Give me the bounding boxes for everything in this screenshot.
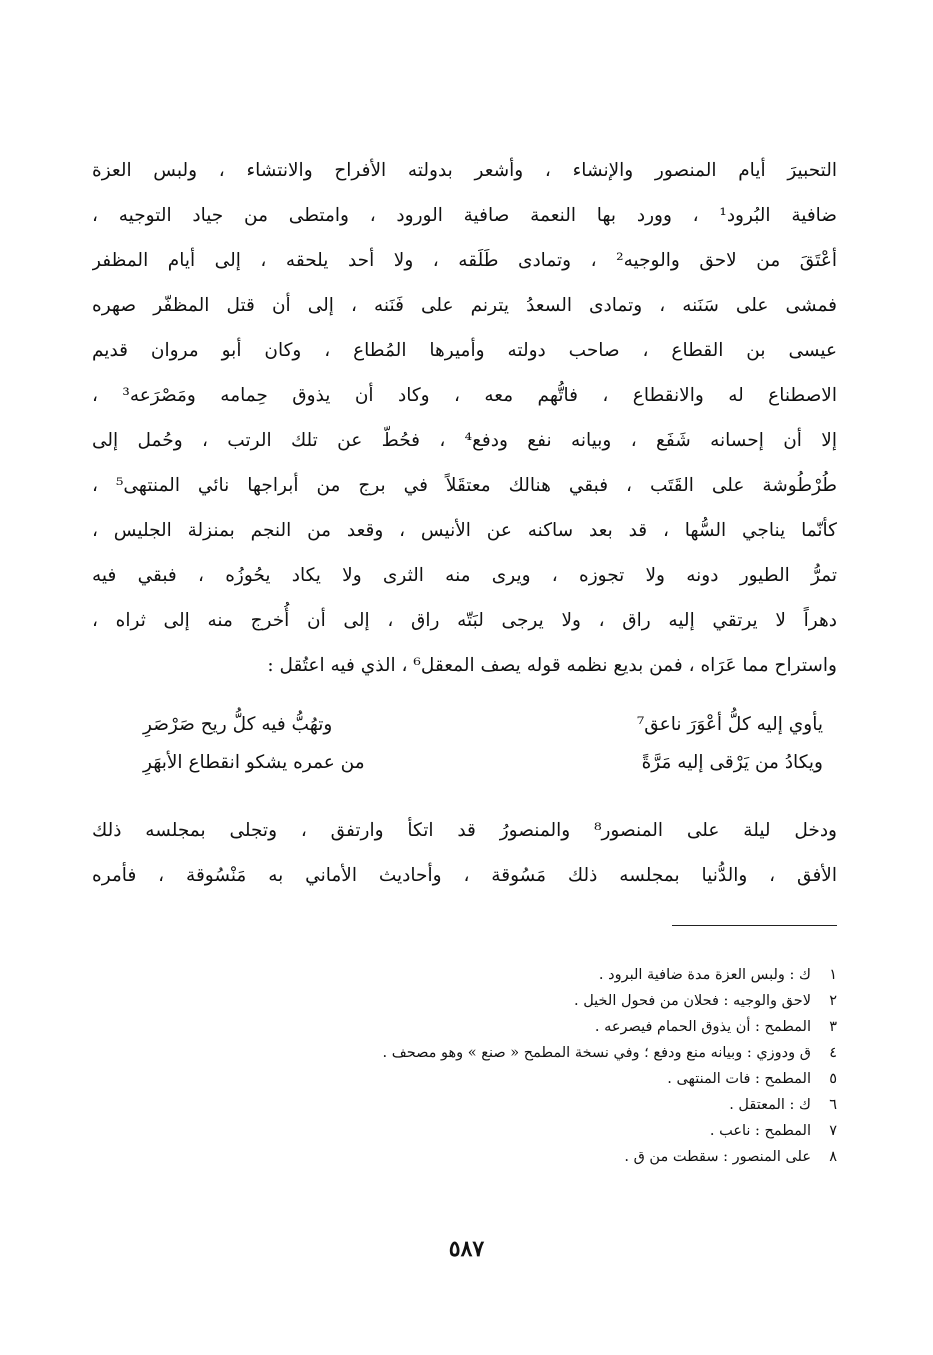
text-line: واستراح مما عَرَاه ، فمن بديع نظمه قوله يصف المعقل⁶ ، الذي فيه اعتُقل :	[267, 655, 837, 676]
footnote	[92, 1040, 837, 1066]
footnote-number: ٧	[829, 1123, 837, 1139]
footnote-text: ك : المعتقل .	[729, 1097, 811, 1113]
page-number: ٥٨٧	[448, 1236, 485, 1262]
footnote	[92, 1066, 837, 1092]
text-line: الأفق ، والدُّنيا بمجلسه ذلك مَسُوقة ، وأحاديث الأماني به مَنْسُوقة ، فأمره	[92, 865, 837, 886]
text-line: دهراً لا يرتقي إليه راق ، ولا يرجى لبَتّه راق ، إلى أن أُخرج منه إلى ثراه ،	[92, 610, 837, 631]
text-line: التحبيرَ أيام المنصور والإنشاء ، وأشعر بدولته الأفراح والانتشاء ، ولبس العزة	[92, 160, 837, 181]
verse-first-hemistich: ويكادُ من يَرْقى إليه مَرَّةً	[641, 752, 823, 773]
main-text-block	[92, 148, 837, 688]
text-line: أعْتَقَ من لاحق والوجيه² ، وتمادى طَلَقه ، ولا أحد يلحقه ، إلى أيام المظفر	[92, 250, 837, 271]
footnote-text: ك : ولبس العزة مدة ضافية البرود .	[598, 967, 811, 983]
text-line: عيسى بن القطاع ، صاحب دولته وأميرها المُطاع ، وكان أبو مروان قديم	[92, 340, 837, 361]
text-line: ودخل ليلة على المنصور⁸ والمنصورُ قد اتكأ وارتفق ، وتجلى بمجلسه ذلك	[92, 820, 837, 841]
footnote-text: لاحق والوجيه : فحلان من فحول الخيل .	[573, 993, 811, 1009]
footnote-number: ٣	[829, 1019, 837, 1035]
footnote	[92, 1092, 837, 1118]
text-line: فمشى على سَنَنه ، وتمادى السعدُ يترنم على فَنَنه ، إلى أن قتل المظفّر صهره	[92, 295, 837, 316]
verse-second-hemistich: من عمره يشكو انقطاع الأبهَرِ	[143, 752, 365, 773]
continuation-text-block	[92, 808, 837, 898]
text-line: إلا أن إحسانه شَفَع ، وبيانه نفع ودفع⁴ ، فحُطّ عن تلك الرتب ، وحُمل إلى	[92, 430, 837, 451]
footnote-text: المطمح : فات المنتهى .	[667, 1071, 811, 1087]
verse-second-hemistich: وتهُبُّ فيه كلُّ ريح صَرْصَرِ	[143, 714, 333, 735]
text-line: كأنّما يناجي السُّها ، قد بعد ساكنه عن الأنيس ، وقعد من النجم بمنزلة الجليس ،	[92, 520, 837, 541]
footnote	[92, 962, 837, 988]
footnote-number: ٢	[829, 993, 837, 1009]
footnote	[92, 1014, 837, 1040]
footnote-number: ٤	[829, 1045, 837, 1061]
footnote-text: ق ودوزي : وبيانه منع ودفع ؛ وفي نسخة المطمح « صنع » وهو مصحف .	[382, 1045, 811, 1061]
poem-verse	[143, 706, 823, 744]
text-line: تمرُّ الطيور دونه ولا تجوزه ، ويرى منه الثرى ولا يكاد يحُوزُه ، فبقي فيه	[92, 565, 837, 586]
verse-first-hemistich: يأوي إليه كلُّ أعْوَرَ ناعق⁷	[636, 714, 823, 735]
footnote	[92, 1144, 837, 1170]
footnote	[92, 1118, 837, 1144]
poem-verses	[143, 706, 823, 782]
footnote-number: ٥	[829, 1071, 837, 1087]
text-line: ضافية البُرود¹ ، وورد بها النعمة صافية الورود ، وامتطى من جياد التوجيه ،	[92, 205, 837, 226]
footnotes-list	[92, 962, 837, 1170]
footnote	[92, 988, 837, 1014]
poem-verse	[143, 744, 823, 782]
footnote-text: على المنصور : سقطت من ق .	[624, 1149, 811, 1165]
footnote-number: ١	[829, 967, 837, 983]
footnote-text: المطمح : أن يذوق الحمام فيصرعه .	[594, 1019, 811, 1035]
text-line: طُرْطُوشة على القَتَب ، فبقي هنالك معتقَلاً في برج من أبراجها نائي المنتهى⁵ ،	[92, 475, 837, 496]
footnote-number: ٦	[829, 1097, 837, 1113]
text-line: الاصطناع له والانقطاع ، فاتُّهم معه ، وكاد أن يذوق حِمامه ومَصْرَعه³ ،	[92, 385, 837, 406]
footnote-separator	[672, 925, 837, 926]
footnote-number: ٨	[829, 1149, 837, 1165]
footnote-text: المطمح : ناعب .	[709, 1123, 811, 1139]
